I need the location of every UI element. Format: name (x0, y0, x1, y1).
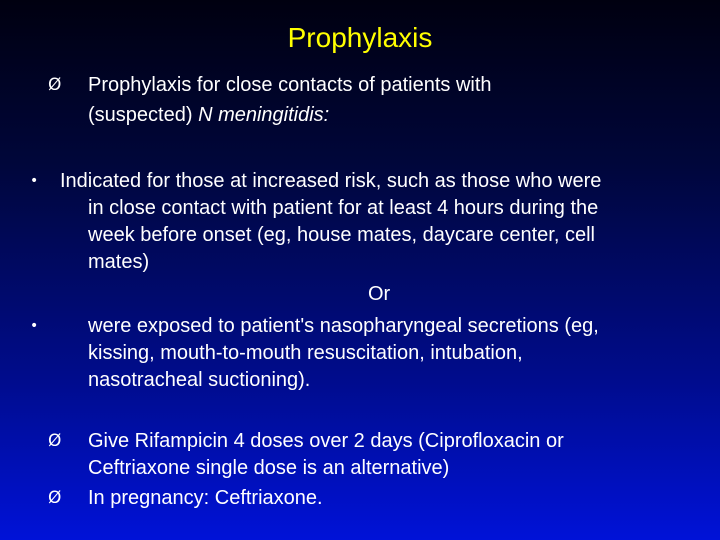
indication-2-line-1: were exposed to patient's nasopharyngeal secretions (eg, (88, 315, 599, 337)
indication-1-line-4: mates) (88, 251, 150, 273)
bullet-dot-icon: • (30, 318, 39, 334)
bullet-dot-icon: • (30, 173, 39, 189)
intro-line-1: Prophylaxis for close contacts of patients with (88, 74, 492, 96)
indication-1-line-2: in close contact with patient for at least 4 hours during the (88, 197, 599, 219)
arrow-bullet-icon: Ø (48, 488, 62, 508)
indication-1-line-1: Indicated for those at increased risk, such as those who were (60, 170, 602, 192)
pregnancy-line: In pregnancy: Ceftriaxone. (88, 487, 323, 509)
indication-2-line-2: kissing, mouth-to-mouth resuscitation, intubation, (88, 342, 523, 364)
arrow-bullet-icon: Ø (48, 75, 62, 95)
or-separator: Or (368, 283, 391, 305)
arrow-bullet-icon: Ø (48, 431, 62, 451)
slide-title: Prophylaxis (287, 22, 433, 53)
intro-line-2-plain: (suspected) (88, 104, 199, 126)
treatment-line-2: Ceftriaxone single dose is an alternative) (88, 457, 450, 479)
indication-2-line-3: nasotracheal suctioning). (88, 369, 311, 391)
intro-line-2 (88, 102, 329, 128)
indication-1-line-3: week before onset (eg, house mates, daycare center, cell (88, 224, 595, 246)
treatment-line-1: Give Rifampicin 4 doses over 2 days (Ciprofloxacin or (88, 430, 564, 452)
intro-line-2-italic: N meningitidis: (198, 104, 330, 126)
